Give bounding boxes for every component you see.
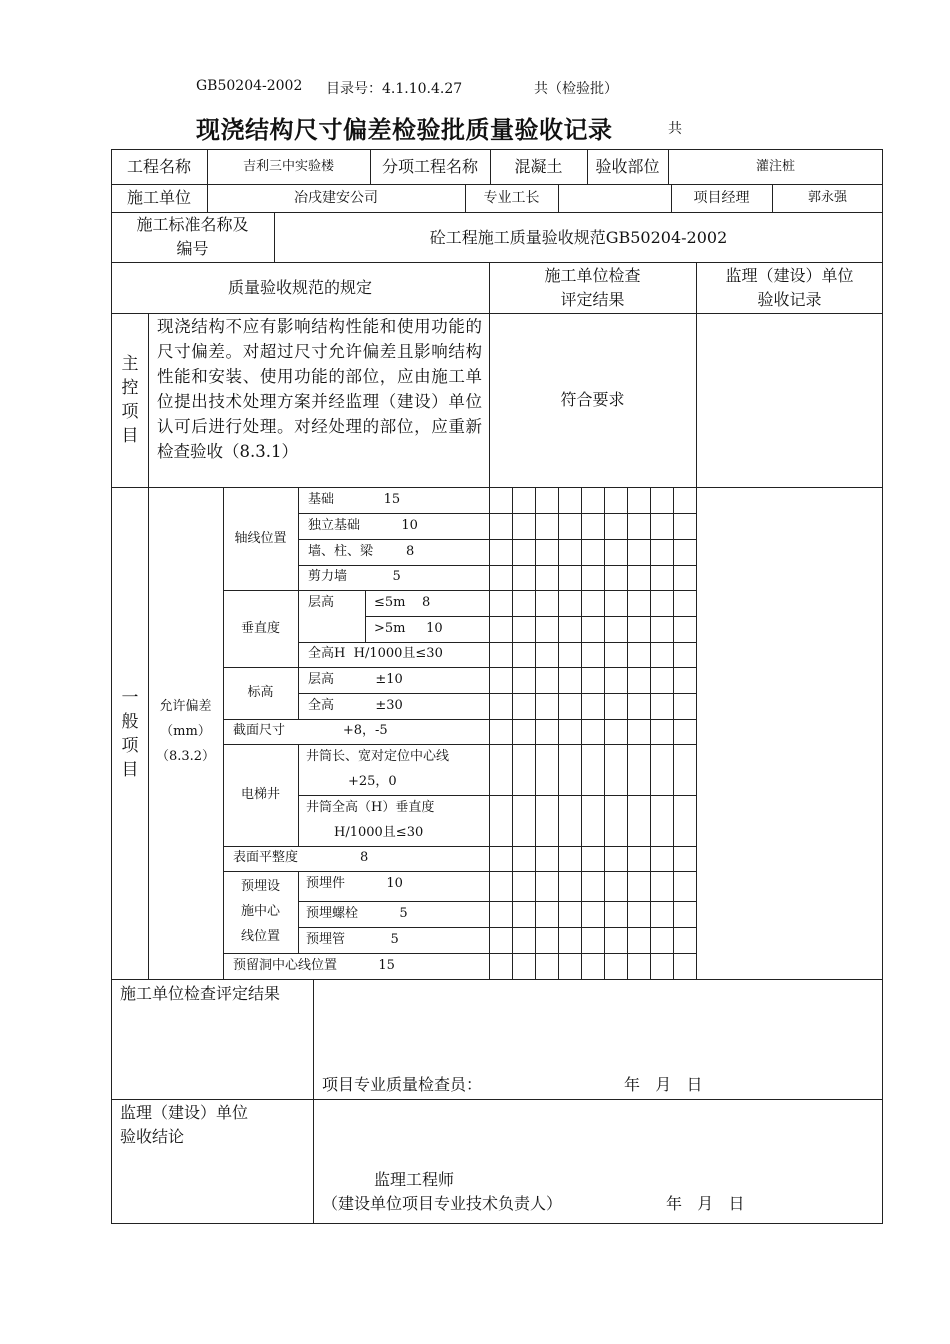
unit-check-header-2: 评定结果 — [560, 290, 625, 309]
supervision-header-2: 验收记录 — [757, 290, 822, 309]
project-name-label: 工程名称 — [126, 157, 191, 176]
floor-item-over-5m: >5m 10 — [374, 621, 443, 636]
elevator-item-1b: +25，0 — [348, 774, 397, 789]
axis-position-label: 轴线位置 — [234, 531, 287, 546]
axis-item-shear-wall: 剪力墙 5 — [308, 569, 401, 584]
main-control-spec: 现浇结构不应有影响结构性能和使用功能的尺寸偏差。对超过尺寸允许偏差且影响结构性能和安装、使用功能的部位，应由施工单位提出技术处理方案并经监理（建设）单位认可后进行处理。对经处理的部位，应重新检查验收（8.3.1） — [157, 317, 482, 461]
tech-lead-label: （建设单位项目专业技术负责人） — [322, 1194, 563, 1213]
verticality-label: 垂直度 — [240, 621, 280, 636]
elevation-floor-item: 层高 ±10 — [308, 672, 403, 687]
header-line — [0, 78, 950, 98]
construction-unit-label: 施工单位 — [126, 188, 191, 207]
supervision-header-1: 监理（建设）单位 — [725, 266, 854, 285]
standard-code: GB50204-2002 — [196, 78, 303, 94]
elevation-label: 标高 — [247, 685, 274, 700]
page-title: 现浇结构尺寸偏差检验批质量验收记录 — [196, 115, 613, 144]
main-control-label: 主 控 项 目 — [121, 354, 139, 446]
catalog-number: 目录号：4.1.10.4.27 — [326, 81, 463, 97]
title-suffix: 共 — [668, 121, 682, 137]
reserved-hole-item: 预留洞中心线位置 15 — [233, 958, 395, 973]
section-size-item: 截面尺寸 +8，-5 — [233, 723, 388, 738]
main-control-result: 符合要求 — [560, 390, 625, 409]
spec-column-header: 质量验收规范的规定 — [227, 278, 372, 297]
acceptance-part-label: 验收部位 — [595, 157, 660, 176]
quality-inspector-label: 项目专业质量检查员： — [322, 1075, 483, 1094]
floor-item-under-5m: ≤5m 8 — [374, 595, 431, 610]
tolerance-label-1: 允许偏差 — [159, 699, 212, 714]
supervision-label-2: 验收结论 — [120, 1127, 185, 1146]
acceptance-part-value: 灌注桩 — [755, 159, 795, 174]
floor-height-label: 层高 — [308, 595, 335, 610]
tolerance-label-3: （8.3.2） — [155, 749, 216, 764]
standard-label-1: 施工标准名称及 — [136, 215, 249, 234]
embedded-label-1: 预埋设 — [240, 879, 280, 894]
general-label: 一 般 项 目 — [121, 688, 139, 780]
elevator-item-2a: 井筒全高（H）垂直度 — [306, 800, 435, 815]
elevator-shaft-label: 电梯井 — [240, 787, 280, 802]
standard-label-2: 编号 — [176, 239, 209, 258]
supervision-date: 年 月 日 — [666, 1194, 745, 1213]
sub-project-label: 分项工程名称 — [381, 157, 478, 176]
project-name-value: 吉利三中实验楼 — [242, 159, 334, 174]
embedded-label-3: 线位置 — [240, 929, 280, 944]
elevator-item-2b: H/1000且≤30 — [334, 825, 424, 840]
embedded-pipe-item: 预埋管 5 — [306, 932, 399, 947]
sub-project-value: 混凝土 — [514, 157, 563, 176]
construction-unit-value: 冶戌建安公司 — [294, 190, 378, 206]
axis-item-isolated: 独立基础 10 — [308, 518, 418, 533]
axis-item-foundation: 基础 15 — [308, 492, 401, 507]
tolerance-label-2: （mm） — [160, 724, 211, 739]
manager-label: 项目经理 — [693, 190, 750, 206]
full-height-item: 全高H H/1000且≤30 — [308, 646, 443, 661]
manager-value: 郭永强 — [807, 190, 847, 205]
standard-value: 砼工程施工质量验收规范GB50204-2002 — [429, 228, 728, 247]
unit-check-header-1: 施工单位检查 — [544, 266, 641, 285]
inspector-date: 年 月 日 — [624, 1075, 703, 1094]
batch-note: 共（检验批） — [534, 81, 618, 97]
elevator-item-1a: 井筒长、宽对定位中心线 — [306, 749, 450, 764]
supervision-label-1: 监理（建设）单位 — [120, 1103, 249, 1122]
embedded-part-item: 预埋件 10 — [306, 876, 403, 891]
flatness-item: 表面平整度 8 — [233, 850, 369, 865]
unit-result-label: 施工单位检查评定结果 — [120, 984, 281, 1003]
embedded-bolt-item: 预埋螺栓 5 — [306, 906, 408, 921]
axis-item-wall: 墙、柱、梁 8 — [308, 544, 415, 559]
foreman-label: 专业工长 — [483, 190, 540, 206]
supervision-engineer-label: 监理工程师 — [374, 1170, 455, 1189]
elevation-full-item: 全高 ±30 — [308, 698, 403, 713]
embedded-label-2: 施中心 — [240, 904, 280, 919]
